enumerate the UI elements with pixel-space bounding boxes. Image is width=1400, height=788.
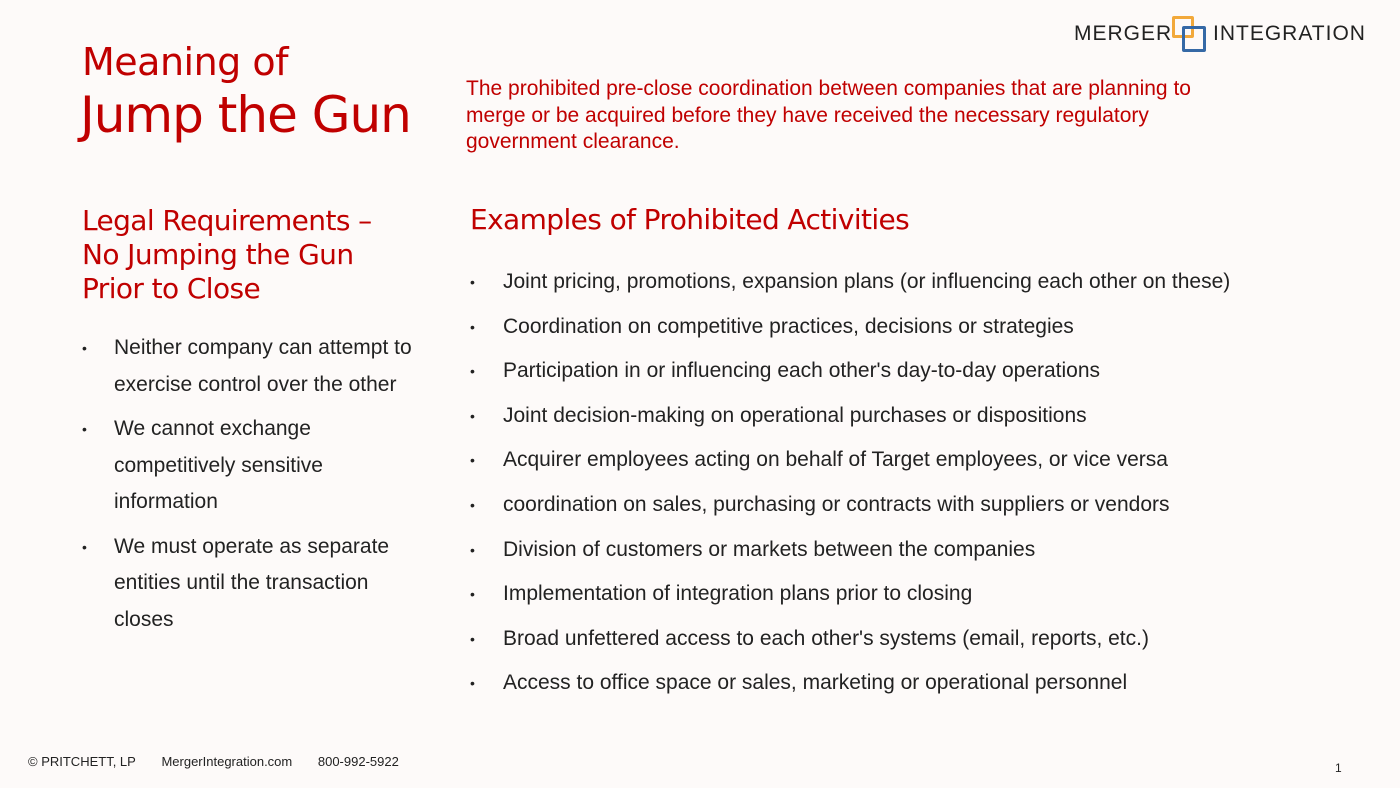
footer: [28, 754, 421, 769]
list-item: • Broad unfettered access to each other's systems (email, reports, etc.): [470, 621, 1350, 657]
list-item: • Coordination on competitive practices, decisions or strategies: [470, 309, 1350, 345]
title-line-1: Meaning of: [82, 40, 289, 84]
bullet-icon: •: [470, 274, 475, 290]
page-title: Jump the Gun: [80, 86, 411, 144]
legal-requirements-list: [82, 330, 412, 646]
footer-phone: 800-992-5922: [317, 754, 399, 769]
list-item: • Joint decision-making on operational purchases or dispositions: [470, 398, 1350, 434]
logo-square-blue-icon: [1182, 26, 1206, 52]
list-item: • Neither company can attempt to exercise control over the other: [82, 330, 412, 403]
list-item: • Participation in or influencing each other's day-to-day operations: [470, 353, 1350, 389]
logo-word-integration: INTEGRATION: [1213, 22, 1366, 45]
bullet-icon: •: [470, 452, 475, 469]
logo-word-merger: MERGER: [1074, 22, 1173, 45]
bullet-icon: •: [470, 363, 475, 380]
list-item: • Division of customers or markets between the companies: [470, 532, 1350, 568]
bullet-icon: •: [470, 407, 475, 424]
bullet-icon: •: [82, 538, 87, 555]
footer-website: MergerIntegration.com: [161, 754, 293, 769]
page-number: 1: [1335, 761, 1342, 775]
bullet-icon: •: [470, 586, 475, 603]
list-item: • coordination on sales, purchasing or contracts with suppliers or vendors: [470, 487, 1350, 523]
footer-copyright: © PRITCHETT, LP: [28, 754, 136, 769]
bullet-icon: •: [470, 630, 475, 647]
bullet-icon: •: [470, 318, 475, 335]
list-item: • Implementation of integration plans prior to closing: [470, 576, 1350, 612]
prohibited-activities-list: [470, 264, 1350, 710]
bullet-icon: •: [470, 496, 475, 513]
definition-text: The prohibited pre-close coordination between companies that are planning to merge or be acquired before they have received the necessary regulatory government clearance.: [466, 77, 1191, 153]
bullet-icon: •: [82, 340, 87, 356]
bullet-icon: •: [82, 421, 87, 437]
legal-requirements-heading: Legal Requirements – No Jumping the Gun Prior to Close: [82, 204, 372, 305]
list-item: • Access to office space or sales, marketing or operational personnel: [470, 665, 1350, 701]
prohibited-activities-heading: Examples of Prohibited Activities: [470, 203, 910, 236]
list-item: • We must operate as separate entities until the transaction closes: [82, 529, 412, 639]
bullet-icon: •: [470, 541, 475, 558]
bullet-icon: •: [470, 675, 475, 692]
list-item: • Joint pricing, promotions, expansion plans (or influencing each other on these): [470, 264, 1350, 300]
list-item: • We cannot exchange competitively sensitive information: [82, 411, 412, 521]
list-item: • Acquirer employees acting on behalf of Target employees, or vice versa: [470, 442, 1350, 478]
